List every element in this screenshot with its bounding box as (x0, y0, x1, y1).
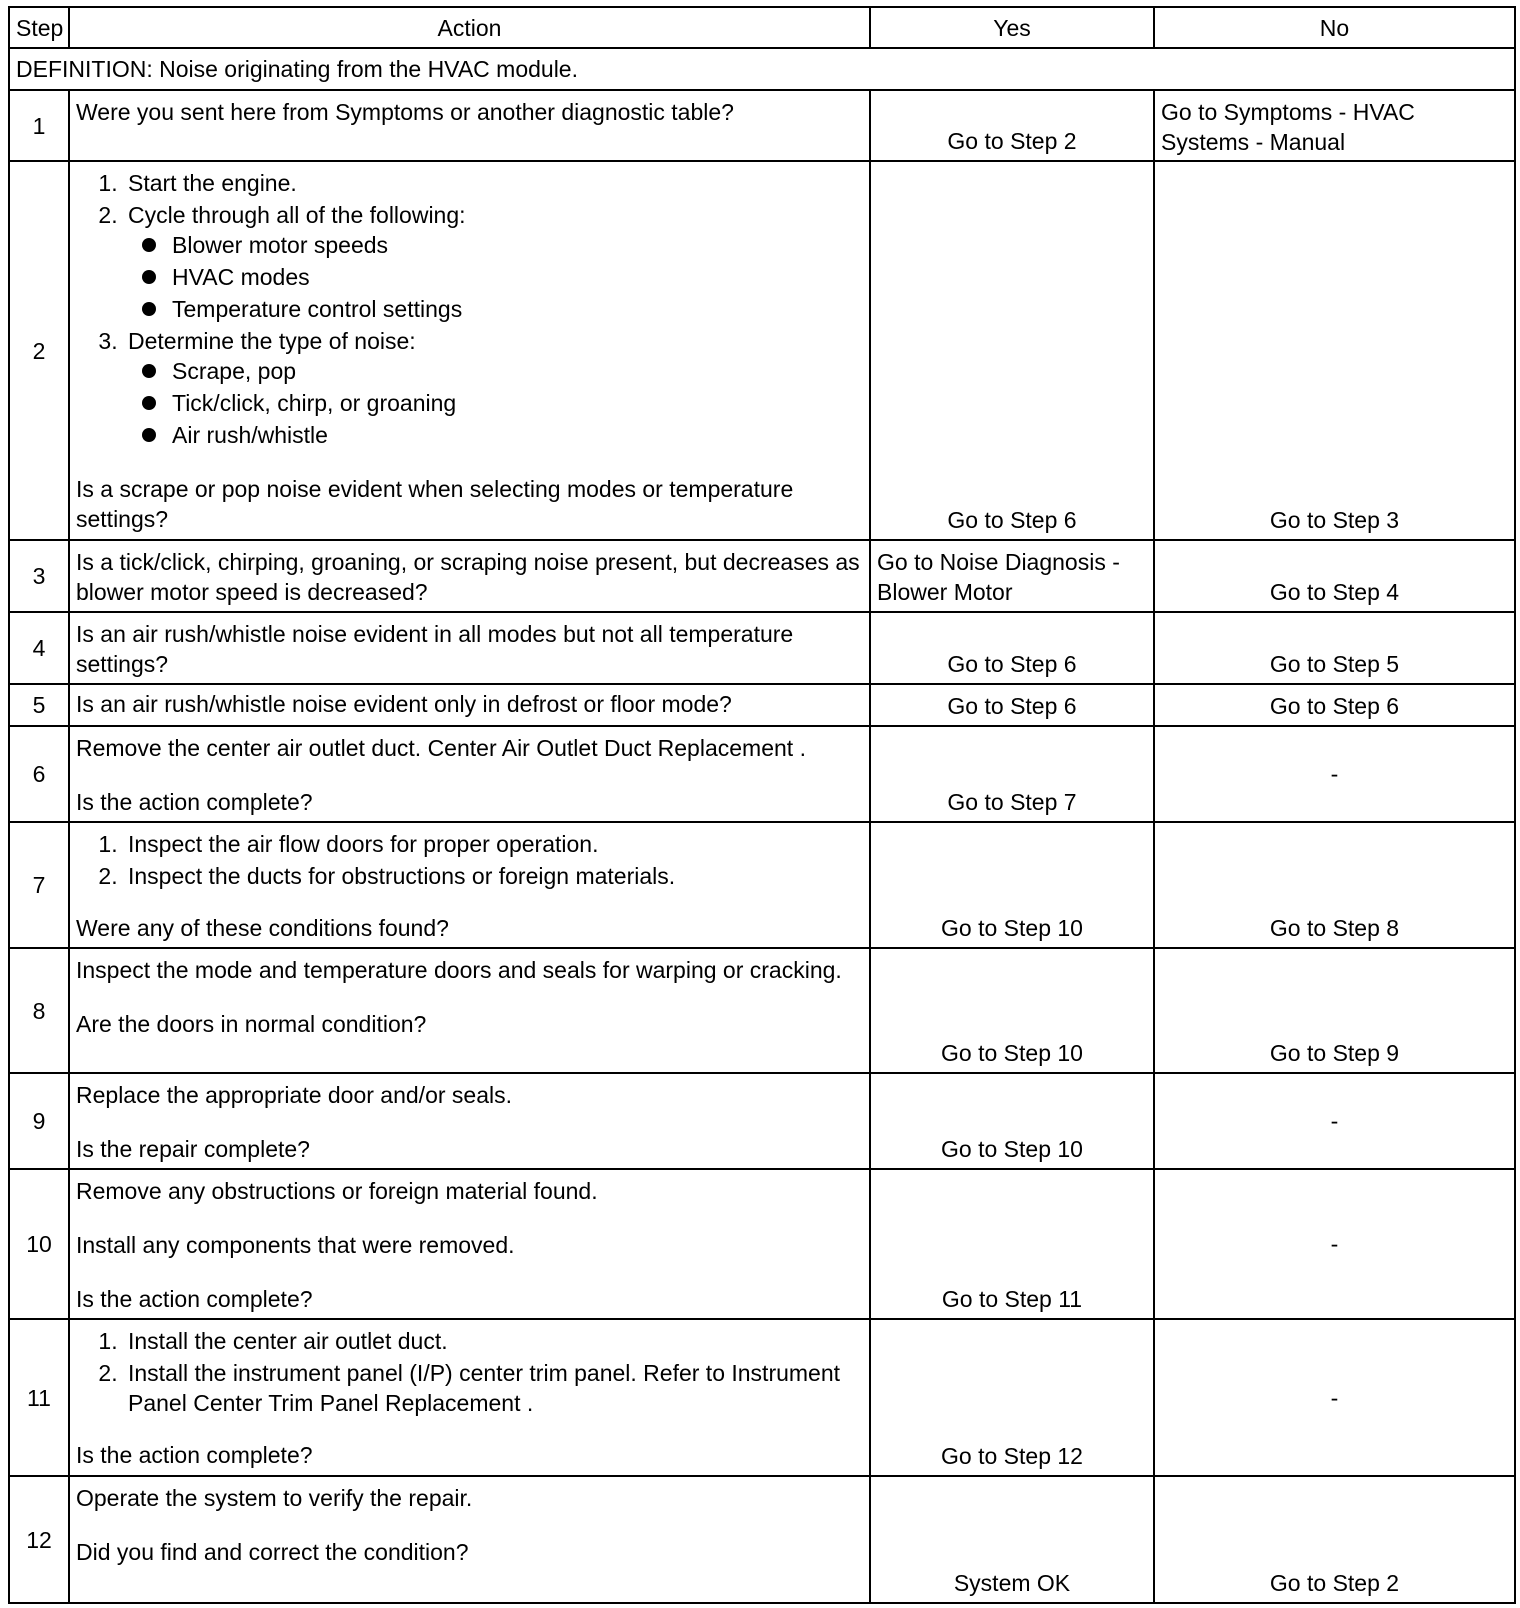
no-cell: Go to Step 6 (1154, 684, 1515, 726)
step-number: 9 (9, 1073, 69, 1169)
step-number: 3 (9, 540, 69, 612)
question-text: Is the repair complete? (76, 1136, 310, 1162)
action-text: Were you sent here from Symptoms or another diagnostic table? (76, 99, 734, 125)
action-text: Install any components that were removed. (76, 1232, 515, 1258)
action-text: Inspect the mode and temperature doors and seals for warping or cracking. (76, 957, 842, 983)
step-number: 4 (9, 612, 69, 684)
action-cell (69, 726, 870, 822)
yes-cell: Go to Step 6 (870, 161, 1154, 540)
bullet-list (128, 230, 863, 324)
table-row (9, 726, 1515, 822)
no-cell: Go to Step 3 (1154, 161, 1515, 540)
definition-text: DEFINITION: Noise originating from the HVAC module. (9, 48, 1515, 90)
action-cell (69, 1073, 870, 1169)
no-cell: - (1154, 1073, 1515, 1169)
yes-cell: Go to Step 10 (870, 822, 1154, 948)
step-number: 2 (9, 161, 69, 540)
step-number: 10 (9, 1169, 69, 1319)
yes-cell: Go to Step 12 (870, 1319, 1154, 1476)
definition-row (9, 48, 1515, 90)
yes-cell: Go to Step 2 (870, 90, 1154, 161)
table-row (9, 1169, 1515, 1319)
step-number: 5 (9, 684, 69, 726)
no-cell: - (1154, 726, 1515, 822)
list-item (124, 326, 863, 450)
table-row (9, 1476, 1515, 1603)
action-text: Is an air rush/whistle noise evident in all modes but not all temperature settings? (76, 621, 794, 677)
question-text: Is a scrape or pop noise evident when selecting modes or temperature settings? (76, 476, 794, 532)
action-cell (69, 161, 870, 540)
action-text: Is an air rush/whistle noise evident only in defrost or floor mode? (76, 691, 732, 717)
list-item: 2. Inspect the ducts for obstructions or foreign materials. (124, 861, 863, 891)
table-row (9, 540, 1515, 612)
header-action: Action (69, 7, 870, 48)
yes-cell: Go to Step 7 (870, 726, 1154, 822)
header-no: No (1154, 7, 1515, 48)
table-row (9, 684, 1515, 726)
numbered-list (76, 829, 863, 891)
bullet-list (128, 356, 863, 450)
action-cell (69, 1319, 870, 1476)
action-cell (69, 540, 870, 612)
header-yes: Yes (870, 7, 1154, 48)
table-row (9, 1319, 1515, 1476)
list-item: 1. Start the engine. (124, 168, 863, 198)
action-text: Replace the appropriate door and/or seals. (76, 1082, 513, 1108)
question-text: Is the action complete? (76, 1442, 313, 1468)
no-cell: - (1154, 1169, 1515, 1319)
diagnostic-table (8, 6, 1516, 1604)
no-cell: Go to Symptoms - HVAC Systems - Manual (1154, 90, 1515, 161)
list-item-text: Cycle through all of the following: (128, 202, 466, 228)
question-text: Are the doors in normal condition? (76, 1011, 427, 1037)
bullet-item: Scrape, pop (172, 356, 863, 386)
numbered-list (76, 1326, 863, 1418)
bullet-item: Blower motor speeds (172, 230, 863, 260)
action-text: Operate the system to verify the repair. (76, 1485, 473, 1511)
step-number: 12 (9, 1476, 69, 1603)
list-item: 1. Install the center air outlet duct. (124, 1326, 863, 1356)
step-number: 6 (9, 726, 69, 822)
list-item-text: Determine the type of noise: (128, 328, 416, 354)
action-cell (69, 948, 870, 1073)
question-text: Did you find and correct the condition? (76, 1539, 469, 1565)
step-number: 8 (9, 948, 69, 1073)
action-text: Remove any obstructions or foreign material found. (76, 1178, 598, 1204)
table-row (9, 90, 1515, 161)
yes-cell: Go to Step 10 (870, 948, 1154, 1073)
yes-cell: Go to Step 10 (870, 1073, 1154, 1169)
no-cell: Go to Step 9 (1154, 948, 1515, 1073)
action-cell (69, 90, 870, 161)
question-text: Is the action complete? (76, 1286, 313, 1312)
no-cell: Go to Step 8 (1154, 822, 1515, 948)
step-number: 11 (9, 1319, 69, 1476)
action-cell (69, 822, 870, 948)
step-number: 1 (9, 90, 69, 161)
action-cell (69, 684, 870, 726)
bullet-item: Temperature control settings (172, 294, 863, 324)
table-row (9, 948, 1515, 1073)
table-row (9, 822, 1515, 948)
no-cell: Go to Step 5 (1154, 612, 1515, 684)
list-item: 2. Install the instrument panel (I/P) center trim panel. Refer to Instrument Panel Center Trim Panel Replacement . (124, 1358, 863, 1418)
header-step: Step (9, 7, 69, 48)
list-item (124, 200, 863, 324)
action-text: Remove the center air outlet duct. Center Air Outlet Duct Replacement . (76, 735, 806, 761)
question-text: Is the action complete? (76, 789, 313, 815)
action-cell (69, 1169, 870, 1319)
table-row (9, 612, 1515, 684)
action-text: Is a tick/click, chirping, groaning, or scraping noise present, but decreases as blower motor speed is decreased? (76, 549, 860, 605)
action-cell (69, 1476, 870, 1603)
no-cell: Go to Step 2 (1154, 1476, 1515, 1603)
yes-cell: Go to Noise Diagnosis - Blower Motor (870, 540, 1154, 612)
yes-cell: System OK (870, 1476, 1154, 1603)
table-row (9, 1073, 1515, 1169)
no-cell: Go to Step 4 (1154, 540, 1515, 612)
yes-cell: Go to Step 11 (870, 1169, 1154, 1319)
action-cell (69, 612, 870, 684)
question-text: Were any of these conditions found? (76, 915, 449, 941)
table-row (9, 161, 1515, 540)
list-item: 1. Inspect the air flow doors for proper operation. (124, 829, 863, 859)
yes-cell: Go to Step 6 (870, 684, 1154, 726)
yes-cell: Go to Step 6 (870, 612, 1154, 684)
numbered-list (76, 168, 863, 450)
step-number: 7 (9, 822, 69, 948)
bullet-item: Tick/click, chirp, or groaning (172, 388, 863, 418)
bullet-item: HVAC modes (172, 262, 863, 292)
bullet-item: Air rush/whistle (172, 420, 863, 450)
header-row (9, 7, 1515, 48)
no-cell: - (1154, 1319, 1515, 1476)
